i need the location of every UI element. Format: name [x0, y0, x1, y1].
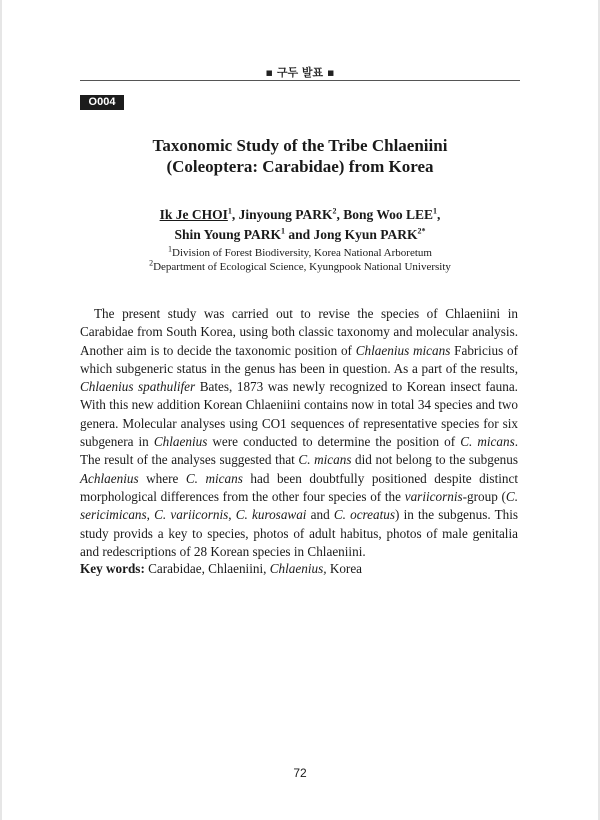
abstract-text: did not belong to the subgenus	[351, 452, 519, 468]
species-name: Chlaenius micans	[355, 342, 451, 358]
abstract-text: . The result of the analyses suggested that	[80, 434, 518, 468]
author-name: Jinyoung PARK	[238, 207, 333, 222]
author-affiliation-mark: 2*	[417, 226, 426, 236]
author-line-1	[80, 205, 520, 225]
keywords-line	[80, 560, 518, 578]
species-name: C. micans	[298, 452, 352, 468]
header-divider	[80, 80, 520, 81]
affiliation-mark: 2	[149, 258, 154, 268]
abstract-paragraph	[80, 305, 518, 561]
author-conjunction: and	[284, 227, 314, 242]
author-affiliation-mark: 1	[433, 206, 438, 216]
abstract-text: Bates, 1873 was newly recognized to Korean insect fauna. With this new addition Korean Chlaeniini contains now in total 34 species and two genera. Molecular analyses using CO1 sequences of representative species for six subgenera in	[80, 379, 518, 450]
author-separator: ,	[437, 207, 441, 222]
author-list	[80, 205, 520, 245]
title-line-1: Taxonomic Study of the Tribe Chlaeniini	[152, 136, 448, 155]
author-affiliation-mark: 2	[332, 206, 337, 216]
affiliation-2	[80, 260, 520, 274]
keywords-genus: Chlaenius,	[269, 561, 327, 576]
abstract-text: -group (	[462, 488, 506, 504]
species-name: C. kurosawai	[235, 507, 307, 523]
author-affiliation-mark: 1	[280, 226, 285, 236]
page-number: 72	[293, 766, 307, 780]
author-separator: ,	[336, 207, 344, 222]
section-header: ▪ 구두 발표 ▪	[265, 66, 335, 79]
group-name: variicornis	[404, 488, 463, 504]
abstract-text: The present study was carried out to revise the species of Chlaeniini in Carabidae from South Korea, using both classic taxonomy and molecular analysis. Another aim is to decide the taxonomic position of	[80, 306, 518, 358]
species-name: C. ocreatus	[333, 507, 396, 523]
abstract-text: ,	[146, 507, 155, 523]
affiliation-list	[80, 246, 520, 274]
abstract-text: ) in the subgenus. This study provids a key to species, photos of adult habitus, photos of male genitalia and redescriptions of 28 Korean species in Chlaeniini.	[80, 507, 519, 559]
presentation-code-badge: O004	[80, 95, 124, 110]
affiliation-1	[80, 246, 520, 260]
species-name: C. micans	[460, 434, 515, 450]
author-separator: ,	[231, 207, 239, 222]
affiliation-text: Division of Forest Biodiversity, Korea National Arboretum	[172, 247, 432, 259]
abstract-body	[80, 305, 518, 561]
keywords-text: Korea	[326, 561, 363, 576]
abstract-text: ,	[228, 507, 236, 523]
abstract-text: were conducted to determine the position of	[207, 434, 461, 450]
corresponding-author: Jong Kyun PARK	[313, 227, 418, 242]
author-name: Shin Young PARK	[174, 227, 281, 242]
subgenus-name: Achlaenius	[80, 470, 139, 486]
abstract-text: where	[138, 470, 186, 486]
species-name: C. sericimicans	[80, 488, 518, 523]
abstract-text: and	[306, 507, 334, 523]
keywords-text: Carabidae, Chlaeniini,	[144, 561, 270, 576]
species-name: Chlaenius spathulifer	[80, 379, 196, 395]
author-name: Bong Woo LEE	[343, 207, 434, 222]
abstract-text: Fabricius of which subgeneric status in the genus has been in question. As a part of the results,	[80, 342, 518, 376]
abstract-text: had been doubtfully positioned despite distinct morphological differences from the other four species of the	[80, 470, 519, 504]
paper-title	[80, 135, 520, 177]
author-line-2	[80, 225, 520, 245]
presenting-author: Ik Je CHOI	[159, 207, 228, 222]
keywords-label: Key words:	[80, 561, 145, 576]
affiliation-text: Department of Ecological Science, Kyungpook National University	[153, 261, 451, 273]
title-line-2: (Coleoptera: Carabidae) from Korea	[166, 157, 434, 176]
left-frame-border	[0, 0, 2, 820]
author-affiliation-mark: 1	[227, 206, 232, 216]
species-name: C. variicornis	[154, 507, 229, 523]
species-name: C. micans	[185, 470, 243, 486]
genus-name: Chlaenius	[153, 434, 208, 450]
affiliation-mark: 1	[168, 244, 173, 254]
